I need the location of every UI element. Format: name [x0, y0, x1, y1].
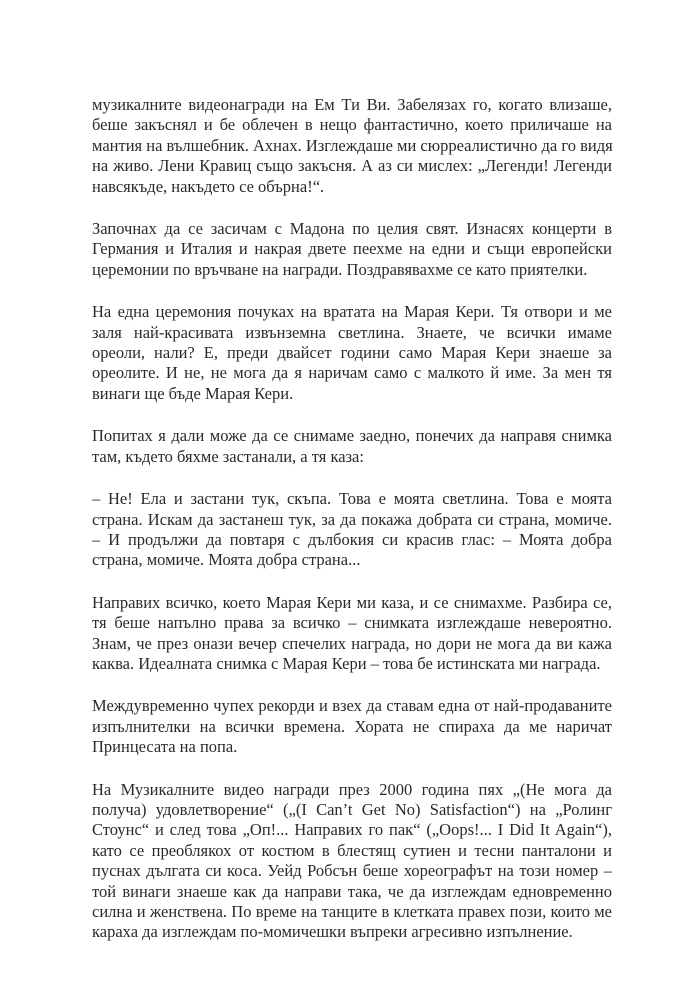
paragraph: [92, 489, 612, 571]
text-line: На Музикалните видео награди през 2000 година пях „(Не мога да: [92, 779, 612, 799]
text-line: винаги ще бъде Марая Кери.: [92, 383, 294, 403]
text-line: На една церемония почуках на вратата на Марая Кери. Тя отвори и ме: [92, 302, 612, 322]
text-line: той винаги знаеше как да направи така, че да изглеждам едновременно: [92, 881, 612, 901]
text-line: Попитах я дали може да се снимаме заедно, понечих да направя снимка: [92, 426, 612, 446]
text-line: заля най-красивата извънземна светлина. Знаете, че всички имаме: [92, 322, 612, 342]
paragraph: [92, 95, 612, 197]
text-line: Германия и Италия и накрая двете пеехме на едни и същи европейски: [92, 239, 612, 259]
text-line: мантия на вълшебник. Ахнах. Изглеждаше ми сюрреалистично да го видя: [92, 135, 613, 155]
text-line: Знам, че през онази вечер спечелих награда, но дори не мога да ви кажа: [92, 633, 612, 653]
text-line: там, където бяхме застанали, а тя каза:: [92, 446, 364, 466]
text-line: Стоунс“ и след това „Оп!... Направих го пак“ („Oops!... I Did It Again“),: [92, 820, 612, 840]
text-line: навсякъде, накъдето се обърна!“.: [92, 176, 325, 196]
text-line: тя беше напълно права за всичко – снимката изглеждаше невероятно.: [92, 613, 612, 633]
text-line: беше закъснял и бе облечен в нещо фантастично, което приличаше на: [92, 115, 612, 135]
text-line: караха да изглеждам по-момичешки въпреки агресивно изпълнение.: [92, 922, 573, 942]
text-line: на живо. Лени Кравиц също закъсня. А аз си мислех: „Легенди! Легенди: [92, 156, 612, 176]
text-line: Направих всичко, което Марая Кери ми каза, и се снимахме. Разбира се,: [92, 592, 612, 612]
paragraph: [92, 302, 612, 404]
text-line: музикалните видеонагради на Ем Ти Ви. Забелязах го, когато влизаше,: [92, 95, 612, 114]
text-line: Принцесата на попа.: [92, 737, 238, 757]
paragraph: [92, 219, 612, 280]
text-line: церемонии по връчване на награди. Поздравявахме се като приятелки.: [92, 259, 588, 279]
text-line: ореолите. И не, не мога да я наричам само с малкото й име. За мен тя: [92, 363, 612, 383]
text-line: Междувременно чупех рекорди и взех да ставам една от най-продаваните: [92, 696, 612, 716]
text-line: Започнах да се засичам с Мадона по целия свят. Изнасях концерти в: [92, 219, 612, 239]
paragraph: [92, 780, 612, 943]
text-line: изпълнителки на всички времена. Хората не спираха да ме наричат: [92, 716, 612, 736]
document-page: [92, 95, 612, 965]
text-line: страна. Искам да застанеш тук, за да покажа добрата си страна, момиче.: [92, 509, 612, 529]
text-line: – И продължи да повтаря с дълбокия си красив глас: – Моята добра: [92, 529, 612, 549]
text-line: каква. Идеалната снимка с Марая Кери – това бе истинската ми награда.: [92, 653, 601, 673]
paragraph: [92, 696, 612, 757]
text-line: ореоли, нали? Е, преди двайсет години само Марая Кери знаеше за: [92, 343, 612, 363]
text-line: страна, момиче. Моята добра страна...: [92, 550, 361, 570]
paragraph: [92, 593, 612, 675]
text-line: пуснах дългата си коса. Уейд Робсън беше хореографът на този номер –: [92, 861, 612, 881]
text-line: – Не! Ела и застани тук, скъпа. Това е моята светлина. Това е моята: [92, 489, 612, 509]
text-line: като се преоблякох от костюм в блестящ сутиен и тесни панталони и: [92, 840, 612, 860]
text-line: получа) удовлетворение“ („(I Can’t Get No) Satisfaction“) на „Ролинг: [92, 799, 612, 819]
paragraph: [92, 426, 612, 467]
text-line: силна и женствена. По време на танците в клетката правех пози, които ме: [92, 902, 612, 921]
